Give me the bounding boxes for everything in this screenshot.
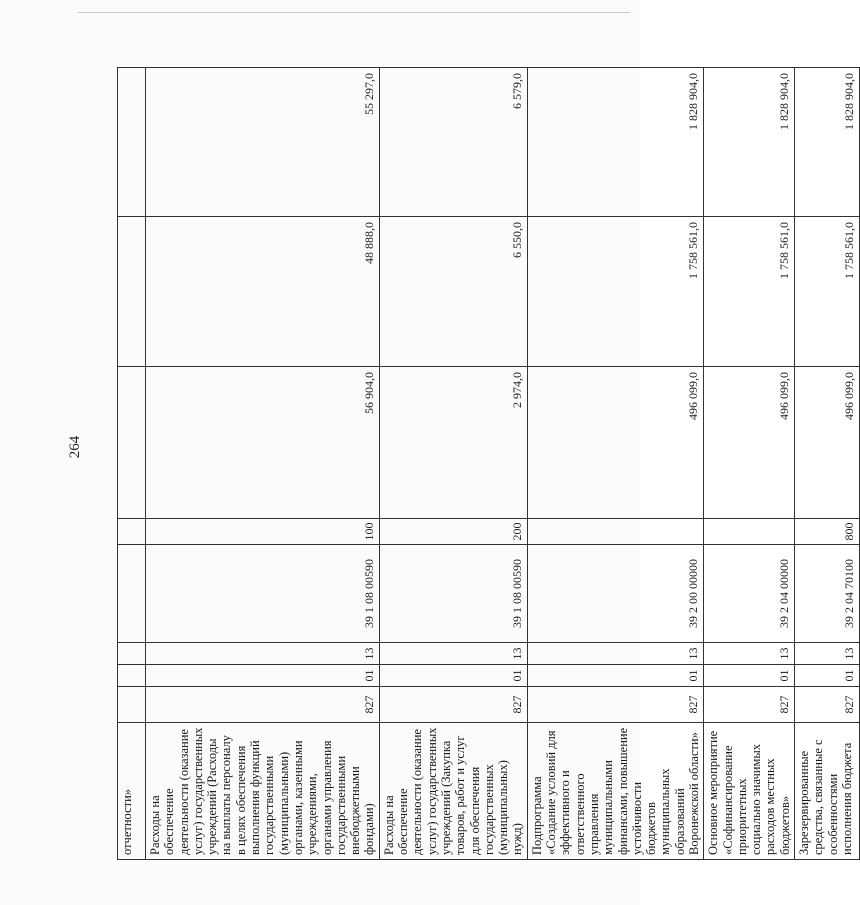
cell-sum-2023: 496 099,0 [795,367,860,519]
table-row [146,68,380,860]
cell-sum-2024: 48 888,0 [146,217,380,367]
table-row [527,68,704,860]
cell-sum-2023: 496 099,0 [527,367,704,519]
cell-target-article: 39 2 00 00000 [527,545,704,643]
cell-sum-2023: 56 904,0 [146,367,380,519]
cell-sum-2025: 1 828 904,0 [527,68,704,217]
cell-name: Основное мероприятие «Софинансирование приоритетных социально значимых расходов местных бюджетов» [704,723,795,860]
page-number: 264 [67,435,83,459]
cell-ministry [118,687,146,723]
cell-ministry: 827 [704,687,795,723]
cell-section: 01 [527,665,704,687]
table-row [795,68,860,860]
cell-name: Расходы на обеспечение деятельности (оказание услуг) государственных учреждений (Расходы на выплаты персоналу в целях обеспечения выполнения функций государственными (муниципальными) органами, казенными учреждениями, органами управления государственными внебюджетными фондами) [146,723,380,860]
table-body [118,68,860,860]
budget-table [117,67,860,860]
cell-ministry: 827 [795,687,860,723]
cell-subsection: 13 [146,643,380,665]
cell-sum-2023 [118,367,146,519]
cell-section: 01 [146,665,380,687]
cell-expense-type [527,519,704,545]
cell-section: 01 [379,665,527,687]
cell-ministry: 827 [146,687,380,723]
cell-expense-type [704,519,795,545]
cell-sum-2023: 2 974,0 [379,367,527,519]
cell-section: 01 [704,665,795,687]
table-row [118,68,146,860]
cell-name: Зарезервированные средства, связанные с особенностями исполнения бюджета [795,723,860,860]
cell-subsection: 13 [704,643,795,665]
cell-subsection [118,643,146,665]
rotated-table-wrapper [117,68,857,860]
cell-name: отчетности» [118,723,146,860]
table-row [704,68,795,860]
cell-sum-2023: 496 099,0 [704,367,795,519]
cell-target-article: 39 1 08 00590 [379,545,527,643]
cell-target-article [118,545,146,643]
cell-name: Подпрограмма «Создание условий для эффективного и ответственного управления муниципальными финансами, повышение устойчивости бюджетов муниципальных образований Воронежской области» [527,723,704,860]
cell-expense-type: 100 [146,519,380,545]
cell-sum-2025: 6 579,0 [379,68,527,217]
scan-edge-line [78,12,630,13]
cell-expense-type: 200 [379,519,527,545]
cell-subsection: 13 [379,643,527,665]
cell-sum-2024 [118,217,146,367]
cell-name: Расходы на обеспечение деятельности (оказание услуг) государственных учреждений (Закупка товаров, работ и услуг для обеспечения государственных (муниципальных) нужд) [379,723,527,860]
cell-sum-2024: 1 758 561,0 [527,217,704,367]
cell-sum-2025: 55 297,0 [146,68,380,217]
cell-sum-2024: 1 758 561,0 [704,217,795,367]
cell-sum-2025: 1 828 904,0 [795,68,860,217]
cell-sum-2025: 1 828 904,0 [704,68,795,217]
cell-target-article: 39 2 04 70100 [795,545,860,643]
cell-ministry: 827 [379,687,527,723]
cell-sum-2025 [118,68,146,217]
cell-section: 01 [795,665,860,687]
cell-expense-type [118,519,146,545]
table-row [379,68,527,860]
cell-sum-2024: 6 550,0 [379,217,527,367]
cell-sum-2024: 1 758 561,0 [795,217,860,367]
cell-section [118,665,146,687]
cell-subsection: 13 [527,643,704,665]
cell-ministry: 827 [527,687,704,723]
cell-expense-type: 800 [795,519,860,545]
cell-target-article: 39 1 08 00590 [146,545,380,643]
cell-subsection: 13 [795,643,860,665]
cell-target-article: 39 2 04 00000 [704,545,795,643]
